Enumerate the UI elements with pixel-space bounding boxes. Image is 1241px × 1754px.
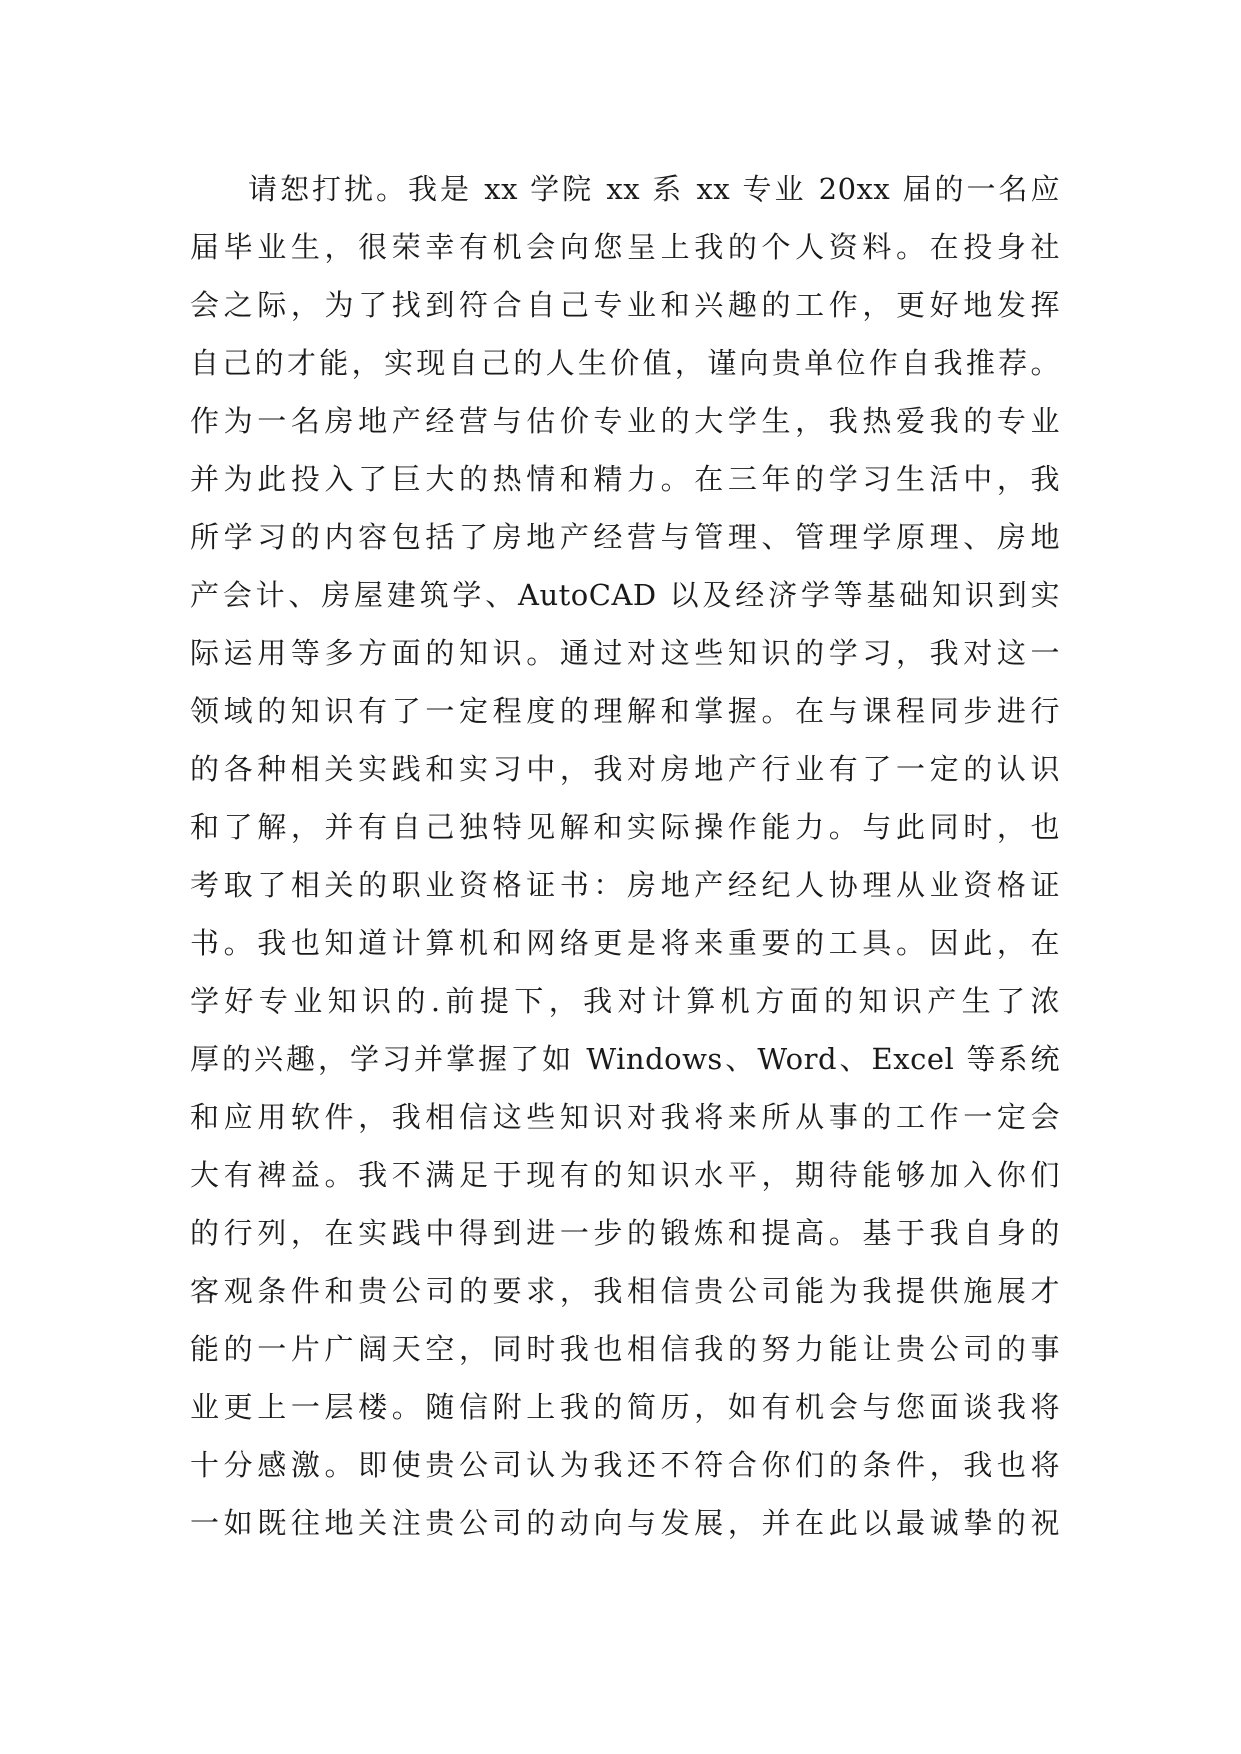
paragraph-line: 会之际，为了找到符合自己专业和兴趣的工作，更好地发挥 xyxy=(190,288,1060,322)
paragraph-line: 大有裨益。我不满足于现有的知识水平，期待能够加入你们 xyxy=(190,1158,1060,1192)
paragraph-line: 并为此投入了巨大的热情和精力。在三年的学习生活中，我 xyxy=(190,462,1060,496)
paragraph-line: 学好专业知识的.前提下，我对计算机方面的知识产生了浓 xyxy=(190,984,1060,1018)
paragraph-line: 的各种相关实践和实习中，我对房地产行业有了一定的认识 xyxy=(190,752,1060,786)
paragraph-line: 一如既往地关注贵公司的动向与发展，并在此以最诚挚的祝 xyxy=(190,1506,1060,1540)
paragraph-line: 际运用等多方面的知识。通过对这些知识的学习，我对这一 xyxy=(190,636,1060,670)
paragraph-line: 厚的兴趣，学习并掌握了如 Windows、Word、Excel 等系统 xyxy=(190,1042,1060,1076)
paragraph-line: 客观条件和贵公司的要求，我相信贵公司能为我提供施展才 xyxy=(190,1274,1060,1308)
paragraph-line: 届毕业生，很荣幸有机会向您呈上我的个人资料。在投身社 xyxy=(190,230,1060,264)
paragraph-line: 能的一片广阔天空，同时我也相信我的努力能让贵公司的事 xyxy=(190,1332,1060,1366)
paragraph-line: 十分感激。即使贵公司认为我还不符合你们的条件，我也将 xyxy=(190,1448,1060,1482)
paragraph-line: 和了解，并有自己独特见解和实际操作能力。与此同时，也 xyxy=(190,810,1060,844)
paragraph-line: 考取了相关的职业资格证书：房地产经纪人协理从业资格证 xyxy=(190,868,1060,902)
paragraph-line: 书。我也知道计算机和网络更是将来重要的工具。因此，在 xyxy=(190,926,1060,960)
paragraph-line: 自己的才能，实现自己的人生价值，谨向贵单位作自我推荐。 xyxy=(190,346,1060,380)
paragraph-line: 领域的知识有了一定程度的理解和掌握。在与课程同步进行 xyxy=(190,694,1060,728)
paragraph-line: 和应用软件，我相信这些知识对我将来所从事的工作一定会 xyxy=(190,1100,1060,1134)
paragraph-line: 产会计、房屋建筑学、AutoCAD 以及经济学等基础知识到实 xyxy=(190,578,1060,612)
paragraph-line: 所学习的内容包括了房地产经营与管理、管理学原理、房地 xyxy=(190,520,1060,554)
paragraph-line: 作为一名房地产经营与估价专业的大学生，我热爱我的专业 xyxy=(190,404,1060,438)
paragraph-line: 的行列，在实践中得到进一步的锻炼和提高。基于我自身的 xyxy=(190,1216,1060,1250)
paragraph-line: 请恕打扰。我是 xx 学院 xx 系 xx 专业 20xx 届的一名应 xyxy=(248,172,1060,206)
cover-letter-body xyxy=(190,160,1060,1552)
paragraph-line: 业更上一层楼。随信附上我的简历，如有机会与您面谈我将 xyxy=(190,1390,1060,1424)
